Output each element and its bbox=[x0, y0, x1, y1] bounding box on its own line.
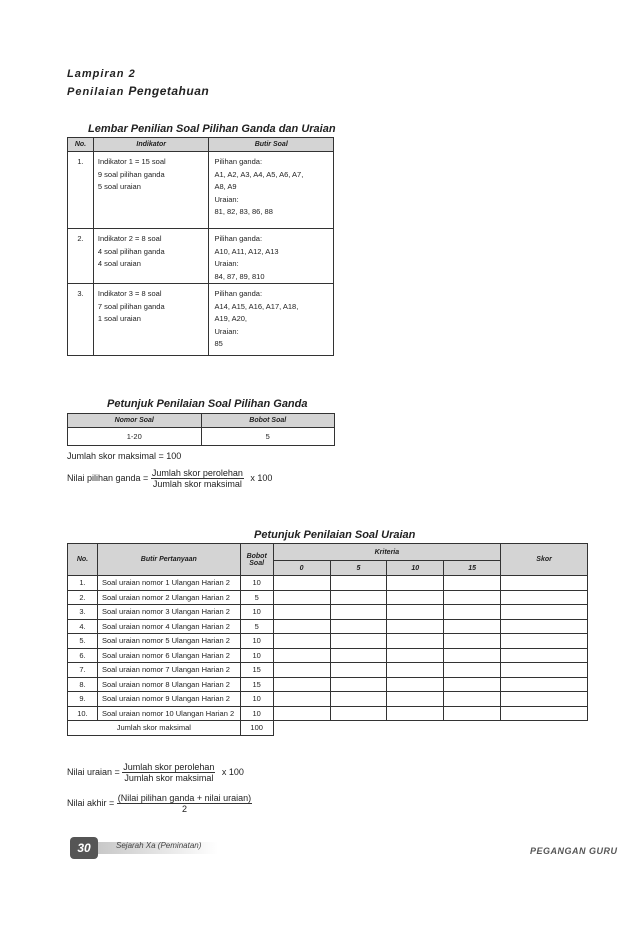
row-bobot: 15 bbox=[240, 677, 273, 692]
row-question: Soal uraian nomor 1 Ulangan Harian 2 bbox=[97, 576, 240, 591]
row-question: Soal uraian nomor 9 Ulangan Harian 2 bbox=[97, 692, 240, 707]
kriteria-15-cell bbox=[444, 605, 501, 620]
table-row bbox=[68, 590, 588, 605]
kriteria-10: 10 bbox=[387, 561, 444, 576]
header-bobot: Bobot Soal bbox=[240, 544, 273, 576]
kriteria-15-cell bbox=[444, 663, 501, 678]
kriteria-15-cell bbox=[444, 706, 501, 721]
indikator-line: 9 soal pilihan ganda bbox=[97, 169, 165, 179]
row-question: Soal uraian nomor 2 Ulangan Harian 2 bbox=[97, 590, 240, 605]
kriteria-0-cell bbox=[273, 619, 330, 634]
uraian-multiplier: x 100 bbox=[221, 766, 244, 777]
total-value: 100 bbox=[240, 721, 273, 736]
kriteria-0-cell bbox=[273, 634, 330, 649]
row-indikator bbox=[93, 284, 209, 356]
header-penilaian-label: Penilaian bbox=[67, 86, 125, 98]
indikator-line: 4 soal uraian bbox=[97, 259, 141, 268]
row-bobot: 10 bbox=[240, 706, 273, 721]
header-kriteria: Kriteria bbox=[273, 544, 500, 561]
row-question: Soal uraian nomor 3 Ulangan Harian 2 bbox=[97, 605, 240, 620]
butir-line: Pilihan ganda: bbox=[214, 157, 263, 166]
indikator-table-header bbox=[68, 138, 334, 152]
indikator-line: 5 soal uraian bbox=[97, 182, 141, 191]
kriteria-10-cell bbox=[387, 663, 444, 678]
butir-line: 85 bbox=[214, 339, 223, 348]
kriteria-10-cell bbox=[387, 590, 444, 605]
akhir-denominator: 2 bbox=[181, 804, 187, 814]
row-bobot: 5 bbox=[240, 590, 273, 605]
kriteria-0-cell bbox=[273, 663, 330, 678]
indikator-line: 7 soal pilihan ganda bbox=[97, 301, 165, 311]
table-row bbox=[68, 605, 588, 620]
butir-line: A19, A20, bbox=[214, 314, 248, 323]
row-bobot: 15 bbox=[240, 663, 273, 678]
table-row bbox=[68, 648, 588, 663]
row-question: Soal uraian nomor 7 Ulangan Harian 2 bbox=[97, 663, 240, 678]
skor-cell bbox=[501, 663, 588, 678]
row-butir bbox=[209, 284, 334, 356]
kriteria-0-cell bbox=[273, 692, 330, 707]
kriteria-0-cell bbox=[273, 677, 330, 692]
row-no: 7. bbox=[68, 663, 98, 678]
butir-line: A1, A2, A3, A4, A5, A6, A7, bbox=[214, 169, 304, 179]
kriteria-0: 0 bbox=[273, 561, 330, 576]
pg-numerator: Jumlah skor perolehan bbox=[151, 468, 243, 478]
akhir-fraction bbox=[117, 793, 252, 814]
table-row bbox=[68, 152, 334, 229]
header-butir: Butir Soal bbox=[209, 138, 334, 152]
header-nomor-soal: Nomor Soal bbox=[68, 414, 202, 428]
pilihan-ganda-header bbox=[68, 414, 335, 428]
total-label: Jumlah skor maksimal bbox=[68, 721, 241, 736]
header-bobot-soal: Bobot Soal bbox=[201, 414, 335, 428]
kriteria-10-cell bbox=[387, 619, 444, 634]
kriteria-5-cell bbox=[330, 648, 387, 663]
skor-cell bbox=[501, 590, 588, 605]
indikator-line: 4 soal pilihan ganda bbox=[97, 246, 165, 256]
butir-line: Uraian: bbox=[214, 259, 239, 268]
row-bobot: 10 bbox=[240, 634, 273, 649]
table-row bbox=[68, 284, 334, 356]
butir-line: A14, A15, A16, A17, A18, bbox=[214, 301, 299, 311]
pg-formula-label: Nilai pilihan ganda = bbox=[67, 472, 149, 483]
footer-book-title: Sejarah Xa (Peminatan) bbox=[116, 841, 202, 850]
butir-line: 84, 87, 89, 810 bbox=[214, 271, 265, 281]
cell-bobot-soal: 5 bbox=[201, 428, 335, 446]
indikator-line: 1 soal uraian bbox=[97, 314, 141, 323]
row-bobot: 10 bbox=[240, 576, 273, 591]
butir-line: Uraian: bbox=[214, 326, 239, 336]
row-no: 10. bbox=[68, 706, 98, 721]
uraian-formula bbox=[67, 762, 244, 783]
table-row bbox=[68, 229, 334, 284]
row-butir bbox=[209, 229, 334, 284]
row-no: 9. bbox=[68, 692, 98, 707]
kriteria-15-cell bbox=[444, 692, 501, 707]
row-no: 2. bbox=[68, 229, 94, 284]
header-skor: Skor bbox=[501, 544, 588, 576]
row-no: 6. bbox=[68, 648, 98, 663]
skor-cell bbox=[501, 619, 588, 634]
row-no: 2. bbox=[68, 590, 98, 605]
skor-cell bbox=[501, 634, 588, 649]
pg-denominator: Jumlah skor maksimal bbox=[152, 479, 242, 489]
kriteria-5: 5 bbox=[330, 561, 387, 576]
pg-fraction bbox=[151, 468, 244, 489]
table-row bbox=[68, 706, 588, 721]
row-bobot: 10 bbox=[240, 605, 273, 620]
row-indikator bbox=[93, 152, 209, 229]
butir-line: Pilihan ganda: bbox=[214, 289, 263, 298]
uraian-table bbox=[67, 543, 588, 736]
uraian-denominator: Jumlah skor maksimal bbox=[124, 773, 214, 783]
indikator-line: Indikator 1 = 15 soal bbox=[97, 157, 166, 166]
kriteria-15-cell bbox=[444, 619, 501, 634]
kriteria-15-cell bbox=[444, 677, 501, 692]
kriteria-15-cell bbox=[444, 648, 501, 663]
row-bobot: 5 bbox=[240, 619, 273, 634]
kriteria-0-cell bbox=[273, 605, 330, 620]
kriteria-5-cell bbox=[330, 692, 387, 707]
kriteria-10-cell bbox=[387, 634, 444, 649]
row-butir bbox=[209, 152, 334, 229]
table-row bbox=[68, 428, 335, 446]
kriteria-5-cell bbox=[330, 677, 387, 692]
skor-cell bbox=[501, 692, 588, 707]
skor-cell bbox=[501, 677, 588, 692]
table1-title: Lembar Penilian Soal Pilihan Ganda dan Uraian bbox=[88, 123, 336, 135]
row-bobot: 10 bbox=[240, 648, 273, 663]
skor-cell bbox=[501, 605, 588, 620]
kriteria-0-cell bbox=[273, 706, 330, 721]
header-indikator: Indikator bbox=[93, 138, 209, 152]
table3-title: Petunjuk Penilaian Soal Uraian bbox=[254, 529, 416, 541]
skor-cell bbox=[501, 648, 588, 663]
butir-line: Pilihan ganda: bbox=[214, 234, 263, 243]
uraian-fraction bbox=[122, 762, 215, 783]
pg-formula bbox=[67, 468, 272, 489]
row-question: Soal uraian nomor 8 Ulangan Harian 2 bbox=[97, 677, 240, 692]
butir-line: A10, A11, A12, A13 bbox=[214, 246, 279, 256]
kriteria-10-cell bbox=[387, 677, 444, 692]
row-no: 8. bbox=[68, 677, 98, 692]
indikator-line: Indikator 3 = 8 soal bbox=[97, 289, 162, 298]
header-penilaian bbox=[67, 84, 209, 98]
kriteria-15: 15 bbox=[444, 561, 501, 576]
row-question: Soal uraian nomor 10 Ulangan Harian 2 bbox=[97, 706, 240, 721]
indikator-line: Indikator 2 = 8 soal bbox=[97, 234, 162, 243]
row-question: Soal uraian nomor 5 Ulangan Harian 2 bbox=[97, 634, 240, 649]
cell-nomor-soal: 1-20 bbox=[68, 428, 202, 446]
kriteria-10-cell bbox=[387, 692, 444, 707]
kriteria-0-cell bbox=[273, 648, 330, 663]
kriteria-15-cell bbox=[444, 634, 501, 649]
akhir-formula bbox=[67, 793, 252, 814]
footer-pegangan-guru: PEGANGAN GURU bbox=[530, 846, 618, 856]
kriteria-0-cell bbox=[273, 590, 330, 605]
row-no: 3. bbox=[68, 284, 94, 356]
row-question: Soal uraian nomor 4 Ulangan Harian 2 bbox=[97, 619, 240, 634]
akhir-numerator: (Nilai pilihan ganda + nilai uraian) bbox=[117, 793, 252, 803]
kriteria-5-cell bbox=[330, 590, 387, 605]
table-row bbox=[68, 663, 588, 678]
kriteria-5-cell bbox=[330, 576, 387, 591]
total-row bbox=[68, 721, 588, 736]
kriteria-5-cell bbox=[330, 605, 387, 620]
table-row bbox=[68, 576, 588, 591]
row-no: 4. bbox=[68, 619, 98, 634]
table-row bbox=[68, 692, 588, 707]
table-row bbox=[68, 677, 588, 692]
kriteria-10-cell bbox=[387, 648, 444, 663]
header-no: No. bbox=[68, 544, 98, 576]
row-bobot: 10 bbox=[240, 692, 273, 707]
max-score-text: Jumlah skor maksimal = 100 bbox=[67, 451, 182, 461]
kriteria-0-cell bbox=[273, 576, 330, 591]
butir-line: 81, 82, 83, 86, 88 bbox=[214, 207, 273, 216]
row-no: 1. bbox=[68, 152, 94, 229]
table2-title: Petunjuk Penilaian Soal Pilihan Ganda bbox=[107, 398, 308, 410]
kriteria-10-cell bbox=[387, 576, 444, 591]
kriteria-15-cell bbox=[444, 576, 501, 591]
kriteria-10-cell bbox=[387, 605, 444, 620]
kriteria-5-cell bbox=[330, 619, 387, 634]
skor-cell bbox=[501, 706, 588, 721]
butir-line: A8, A9 bbox=[214, 182, 237, 191]
indikator-table bbox=[67, 137, 334, 356]
kriteria-5-cell bbox=[330, 663, 387, 678]
kriteria-5-cell bbox=[330, 706, 387, 721]
pg-multiplier: x 100 bbox=[250, 472, 273, 483]
row-no: 5. bbox=[68, 634, 98, 649]
page-number: 30 bbox=[70, 837, 98, 859]
row-question: Soal uraian nomor 6 Ulangan Harian 2 bbox=[97, 648, 240, 663]
row-no: 1. bbox=[68, 576, 98, 591]
butir-line: Uraian: bbox=[214, 194, 239, 204]
row-indikator bbox=[93, 229, 209, 284]
row-no: 3. bbox=[68, 605, 98, 620]
kriteria-5-cell bbox=[330, 634, 387, 649]
header-pengetahuan-label: Pengetahuan bbox=[128, 84, 210, 98]
uraian-table-body bbox=[68, 576, 588, 721]
header-butir-pertanyaan: Butir Pertanyaan bbox=[97, 544, 240, 576]
kriteria-10-cell bbox=[387, 706, 444, 721]
uraian-formula-label: Nilai uraian = bbox=[67, 766, 120, 777]
table-row bbox=[68, 619, 588, 634]
table-row bbox=[68, 634, 588, 649]
uraian-header-row1 bbox=[68, 544, 588, 561]
pilihan-ganda-table bbox=[67, 413, 335, 446]
header-no: No. bbox=[68, 138, 94, 152]
header-lampiran: Lampiran 2 bbox=[67, 68, 136, 80]
akhir-formula-label: Nilai akhir = bbox=[67, 797, 115, 808]
kriteria-15-cell bbox=[444, 590, 501, 605]
skor-cell bbox=[501, 576, 588, 591]
uraian-numerator: Jumlah skor perolehan bbox=[123, 762, 215, 772]
